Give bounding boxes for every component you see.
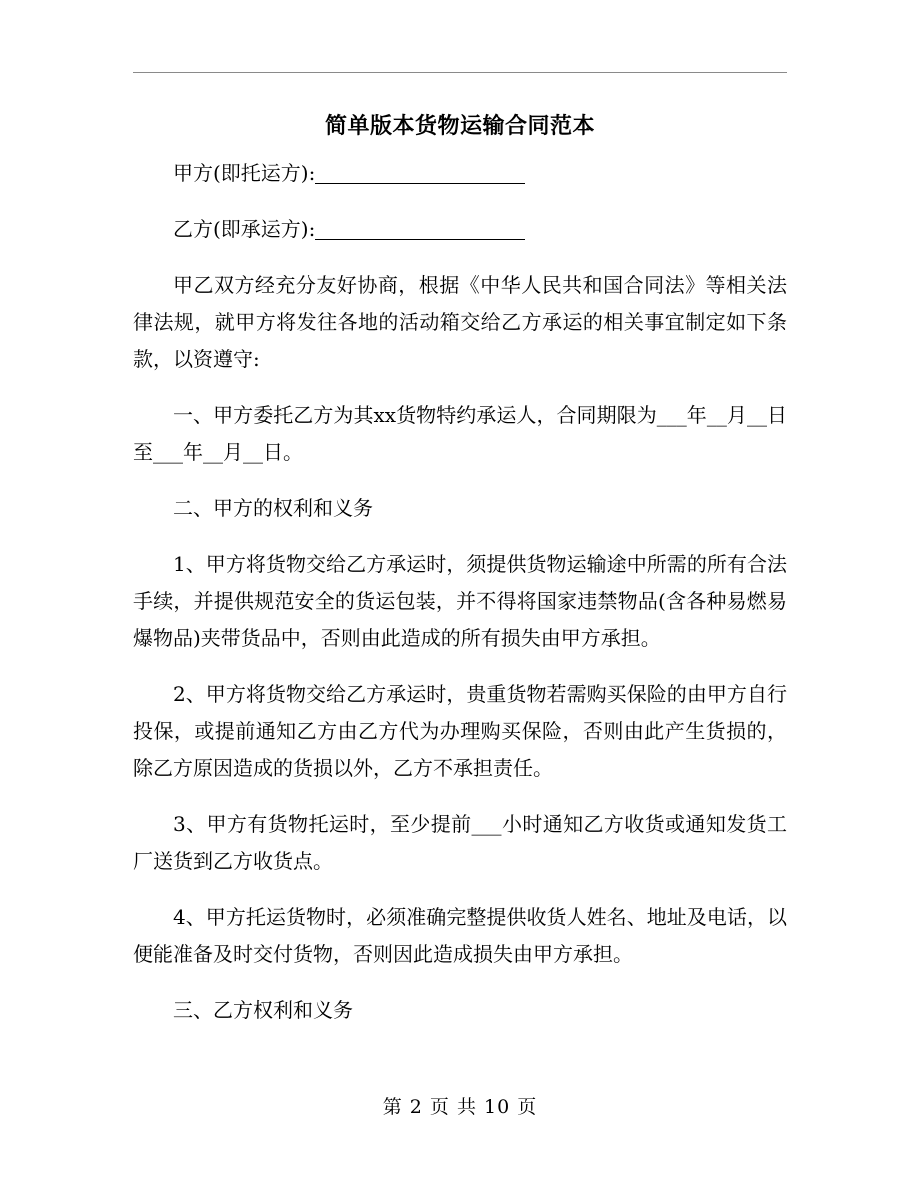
page-number-footer: 第 2 页 共 10 页 bbox=[382, 1096, 538, 1118]
party-a-label: 甲方(即托运方): bbox=[173, 161, 316, 185]
party-a-obligation-2: 2、甲方将货物交给乙方承运时，贵重货物若需购买保险的由甲方自行投保，或提前通知乙方由乙方代为办理购买保险，否则由此产生货损的，除乙方原因造成的货损以外，乙方不承担责任。 bbox=[133, 682, 787, 780]
section-heading-party-b: 三、乙方权利和义务 bbox=[173, 998, 353, 1022]
header-divider bbox=[133, 72, 787, 73]
party-b-label: 乙方(即承运方): bbox=[173, 217, 316, 241]
clause-1-term: 一、甲方委托乙方为其xx货物特约承运人，合同期限为___年__月__日至___年__月__日。 bbox=[133, 403, 787, 464]
section-heading-party-a: 二、甲方的权利和义务 bbox=[173, 496, 373, 520]
document-body bbox=[133, 155, 787, 1048]
party-b-line bbox=[133, 211, 787, 248]
document-title: 简单版本货物运输合同范本 bbox=[324, 113, 595, 139]
party-a-obligation-1: 1、甲方将货物交给乙方承运时，须提供货物运输途中所需的所有合法手续，并提供规范安全的货运包装，并不得将国家违禁物品(含各种易燃易爆物品)夹带货品中，否则由此造成的所有损失由甲方承担。 bbox=[133, 552, 787, 650]
party-a-obligation-4: 4、甲方托运货物时，必须准确完整提供收货人姓名、地址及电话，以便能准备及时交付货物，否则因此造成损失由甲方承担。 bbox=[133, 905, 787, 966]
party-a-blank bbox=[315, 163, 525, 184]
party-a-line bbox=[133, 155, 787, 192]
preamble-paragraph: 甲乙双方经充分友好协商，根据《中华人民共和国合同法》等相关法律法规，就甲方将发往各地的活动箱交给乙方承运的相关事宜制定如下条款，以资遵守: bbox=[133, 273, 787, 371]
party-a-obligation-3: 3、甲方有货物托运时，至少提前___小时通知乙方收货或通知发货工厂送货到乙方收货点。 bbox=[133, 812, 787, 873]
party-b-blank bbox=[315, 219, 525, 240]
